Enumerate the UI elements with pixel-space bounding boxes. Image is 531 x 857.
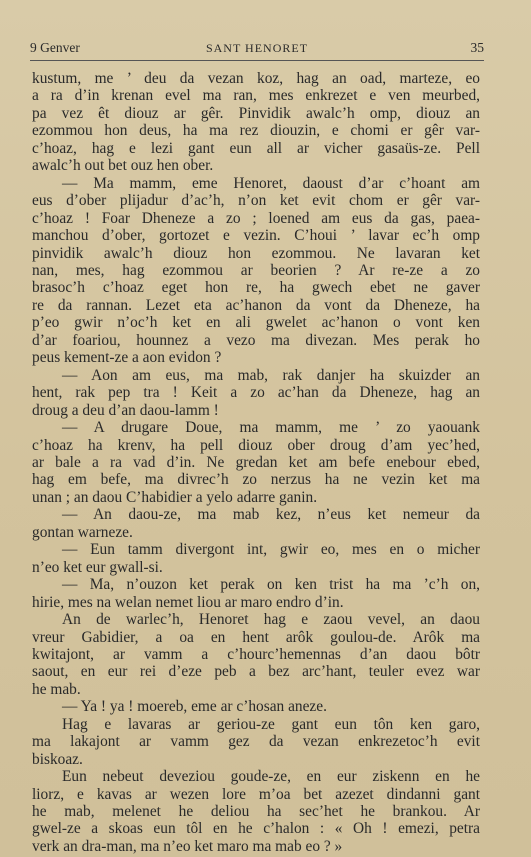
- text-line: ma lakajont ar vamm gez da vezan enkrezetoc’h evit: [32, 733, 480, 751]
- header-rule: [30, 60, 484, 61]
- text-line: — Ma mamm, eme Henoret, daoust d’ar c’hoant am: [62, 174, 480, 192]
- text-line: droug a deu d’an daou-lamm !: [32, 401, 219, 419]
- text-line: pinvidik awalc’h diouz hon ezommou. Ne lavaran ket: [32, 244, 480, 262]
- text-line: eus d’ober plijadur d’ac’h, n’on ket evit chom er gêr var-: [32, 192, 480, 210]
- paragraph: [32, 576, 480, 611]
- header-date: 9 Genver: [30, 40, 80, 55]
- paragraph: [32, 541, 480, 576]
- page-number: 35: [470, 40, 484, 55]
- text-line: peus kement-ze a aon evidon ?: [32, 349, 222, 367]
- text-line: verk an dra-man, ma n’eo ket maro ma mab eo ? »: [32, 837, 343, 855]
- text-line: nan, mes, hag ezommou ar beorien ? Ar re-ze a zo: [32, 261, 480, 279]
- text-line: — Ma, n’ouzon ket perak on ken trist ha ma ’c’h on,: [62, 576, 480, 594]
- text-line: c’hoaz, hag e lezi gant eun all ar vicher gasaüs-ze. Pell: [32, 139, 480, 157]
- text-line: saout, en eur rei d’eze peb a bez arc’hant, teuler evez war: [32, 663, 480, 681]
- paragraph: [32, 698, 480, 715]
- text-line: — Ya ! ya ! moereb, eme ar c’hosan aneze.: [62, 698, 327, 716]
- text-line: ezommou hon deus, ha ma rez diouzin, e chomi er gêr var-: [32, 122, 480, 140]
- paragraph: [32, 70, 480, 175]
- text-line: hent, rak pep tra ! Keit a zo ac’han da Dheneze, hag an: [32, 384, 480, 402]
- header-title: SANT HENORET: [205, 41, 309, 55]
- paragraph: [32, 367, 480, 419]
- paragraph: [32, 175, 480, 367]
- text-line: ar bale a ra vad d’in. Ne gredan ket am befe enebour ebed,: [32, 453, 480, 471]
- paragraph: [32, 716, 480, 768]
- text-line: re da rannan. Lezet eta ac’hanon da vont da Dheneze, ha: [32, 296, 480, 314]
- text-line: d’ar foariou, hounnez a vezo ma divezan. Mes perak ho: [32, 331, 480, 349]
- text-line: n’eo ket eur gwall-si.: [32, 558, 163, 576]
- text-line: unan ; an daou C’habidier a yelo adarre ganin.: [32, 488, 318, 506]
- text-line: gwel-ze a skoas eun tôl en he c’halon : « Oh ! emezi, petra: [32, 820, 480, 838]
- text-line: Hag e lavaras ar geriou-ze gant eun tôn ken garo,: [62, 715, 480, 733]
- text-line: kustum, me ’ deu da vezan koz, hag an oad, marteze, eo: [32, 70, 480, 87]
- text-line: awalc’h out bet ouz hen ober.: [32, 157, 214, 175]
- body-text: [32, 70, 480, 855]
- text-line: he mab.: [32, 680, 81, 698]
- text-line: c’hoaz ha krenv, ha pell diouz ober droug d’am yec’hed,: [32, 436, 480, 454]
- text-line: p’eo gwir n’oc’h ket en ali gwelet ac’hanon o vont ken: [32, 314, 480, 332]
- text-line: hirie, mes na welan nemet liou ar maro endro d’in.: [32, 593, 344, 611]
- text-line: Eun nebeut deveziou goude-ze, en eur ziskenn en he: [62, 768, 480, 786]
- text-line: — An daou-ze, ma mab kez, n’eus ket nemeur da: [62, 506, 480, 524]
- paragraph: [32, 611, 480, 698]
- text-line: hag em befe, ma divrec’h zo nerzus ha ne vezin ket ma: [32, 471, 480, 489]
- text-line: pa vez êt diouz ar gêr. Pinvidik awalc’h omp, diouz an: [32, 104, 480, 122]
- text-line: c’hoaz ! Foar Dheneze a zo ; loened am eus da gas, paea-: [32, 209, 480, 227]
- text-line: brasoc’h c’hoaz eget hon re, ha gwech ebet ne gaver: [32, 279, 480, 297]
- text-line: liorz, e kavas ar wezen lore m’oa bet azezet dindanni gant: [32, 785, 480, 803]
- text-line: — Eun tamm divergont int, gwir eo, mes en o micher: [62, 541, 480, 559]
- running-header: [30, 40, 484, 58]
- paragraph: [32, 419, 480, 506]
- text-line: he mab, melenet he deliou ha sec’het he brankou. Ar: [32, 803, 480, 821]
- text-line: manchou d’ober, gortozet e vezin. C’houi ’ lavar ec’h omp: [32, 227, 480, 245]
- text-line: a ra d’in krenan evel ma ran, mes enkrezet e ven meurbed,: [32, 87, 480, 105]
- paragraph: [32, 768, 480, 855]
- text-line: — A drugare Doue, ma mamm, me ’ zo yaouank: [62, 419, 480, 437]
- text-line: vreur Gabidier, a oa en hent arôk goulou-de. Arôk ma: [32, 628, 480, 646]
- text-line: — Aon am eus, ma mab, rak danjer ha skuizder an: [62, 366, 480, 384]
- text-line: kwitajont, ar vamm a c’hourc’hemennas d’an daou bôtr: [32, 645, 480, 663]
- paragraph: [32, 506, 480, 541]
- text-line: An de warlec’h, Henoret hag e zaou vevel, an daou: [62, 611, 480, 629]
- text-line: biskoaz.: [32, 750, 83, 768]
- text-line: gontan warneze.: [32, 523, 133, 541]
